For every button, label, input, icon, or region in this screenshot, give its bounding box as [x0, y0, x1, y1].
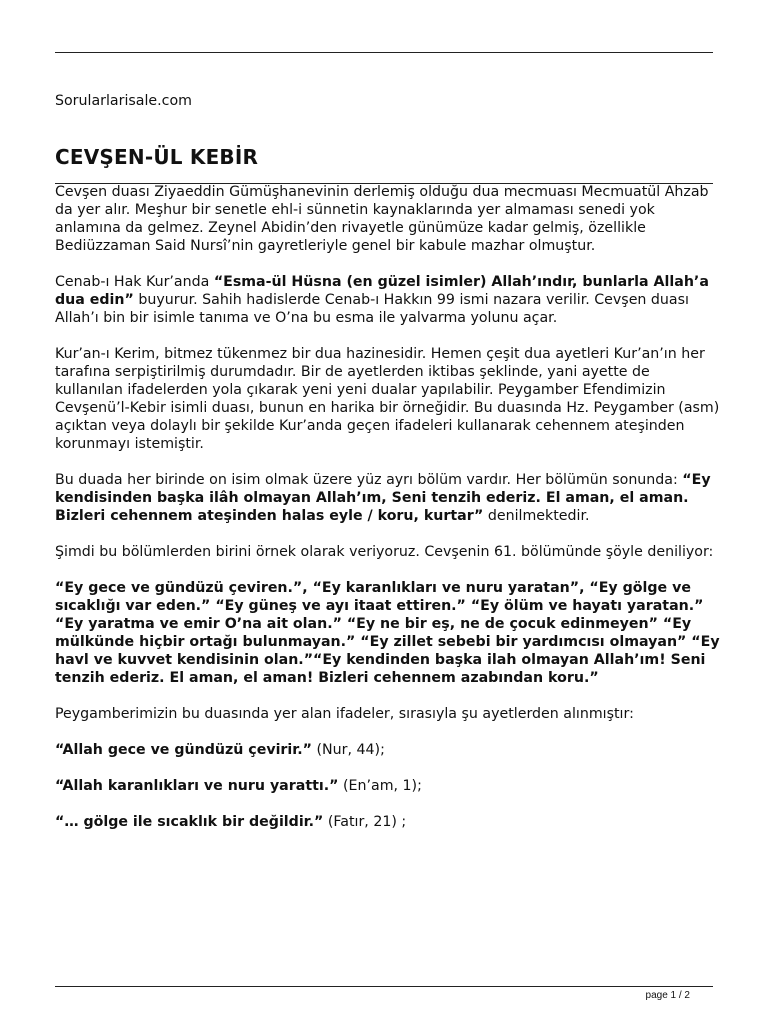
- text-run: Bu duada her birinde on isim olmak üzere yüz ayrı bölüm vardır. Her bölümün sonunda:: [55, 472, 683, 488]
- page-title: CEVŞEN-ÜL KEBİR: [55, 145, 259, 169]
- paragraph: [55, 777, 720, 795]
- paragraph: [55, 345, 720, 453]
- bold-text: “Esma-ül Hüsna (en güzel isimler) Allah’ındır, bunlarla Allah’a dua edin”: [55, 274, 709, 308]
- text-run: Kur’an-ı Kerim, bitmez tükenmez bir dua hazinesidir. Hemen çeşit dua ayetleri Kur’an’ın her tarafına serpiştirilmiş durumdadır. Bir de ayetlerden iktibas şeklinde, yani ayette de kullanılan ifadelerden yola çıkarak yeni yeni dualar yapılabilir. Peygamber Efendimizin Cevşenü’l-Kebir isimli duası, bunun en harika bir örneğidir. Bu duasında Hz. Peygamber (asm) açıktan veya dolaylı bir şekilde Kur’anda geçen ifadeleri kullanarak cehennem ateşinden korunmayı istemiştir.: [55, 346, 720, 452]
- header-rule: [55, 52, 713, 53]
- bold-text: “… gölge ile sıcaklık bir değildir.”: [55, 814, 324, 830]
- text-run: Cevşen duası Ziyaeddin Gümüşhanevinin derlemiş olduğu dua mecmuası Mecmuatül Ahzab da yer alır. Meşhur bir senetle ehl-i sünnetin kaynaklarında yer almaması senedi yok anlamına da gelmez. Zeynel Abidin’den rivayetle günümüze kadar gelmiş, özellikle Bediüzzaman Said Nursî’nin gayretleriyle genel bir kabule mazhar olmuştur.: [55, 184, 709, 254]
- text-run: buyurur. Sahih hadislerde Cenab-ı Hakkın 99 ismi nazara verilir. Cevşen duası Allah’ı bin bir isimle tanıma ve O’na bu esma ile yalvarma yolunu açar.: [55, 292, 689, 326]
- bold-text: “Allah gece ve gündüzü çevirir.”: [55, 742, 312, 758]
- paragraph: [55, 705, 720, 723]
- paragraph: [55, 813, 720, 831]
- text-run: Cenab-ı Hak Kur’anda: [55, 274, 214, 290]
- paragraph: [55, 543, 720, 561]
- text-run: Şimdi bu bölümlerden birini örnek olarak veriyoruz. Cevşenin 61. bölümünde şöyle deniliyor:: [55, 544, 714, 560]
- article-body: [55, 183, 720, 849]
- paragraph: [55, 579, 720, 687]
- paragraph: [55, 741, 720, 759]
- bold-text: “Ey gece ve gündüzü çeviren.”, “Ey karanlıkları ve nuru yaratan”, “Ey gölge ve sıcaklığı var eden.” “Ey güneş ve ayı itaat ettiren.” “Ey ölüm ve hayatı yaratan.” “Ey yaratma ve emir O’na ait olan.” “Ey ne bir eş, ne de çocuk edinmeyen” “Ey mülkünde hiçbir ortağı bulunmayan.” “Ey zillet sebebi bir yardımcısı olmayan” “Ey havl ve kuvvet kendisinin olan.”“Ey kendinden başka ilah olmayan Allah’ım! Seni tenzih ederiz. El aman, el aman! Bizleri cehennem azabından koru.”: [55, 580, 720, 686]
- text-run: denilmektedir.: [483, 508, 590, 524]
- text-run: (Fatır, 21) ;: [323, 814, 407, 830]
- text-run: (Nur, 44);: [311, 742, 385, 758]
- text-run: Peygamberimizin bu duasında yer alan ifadeler, sırasıyla şu ayetlerden alınmıştır:: [55, 706, 634, 722]
- paragraph: [55, 273, 720, 327]
- text-run: (En’am, 1);: [338, 778, 422, 794]
- bold-text: “Allah karanlıkları ve nuru yarattı.”: [55, 778, 339, 794]
- paragraph: [55, 471, 720, 525]
- bold-text: “Ey kendisinden başka ilâh olmayan Allah’ım, Seni tenzih ederiz. El aman, el aman. Bizleri cehennem ateşinden halas eyle / koru, kurtar”: [55, 472, 711, 524]
- page-number: page 1 / 2: [645, 990, 690, 1001]
- footer-rule: [55, 986, 713, 987]
- site-name: Sorularlarisale.com: [55, 93, 192, 109]
- paragraph: [55, 183, 720, 255]
